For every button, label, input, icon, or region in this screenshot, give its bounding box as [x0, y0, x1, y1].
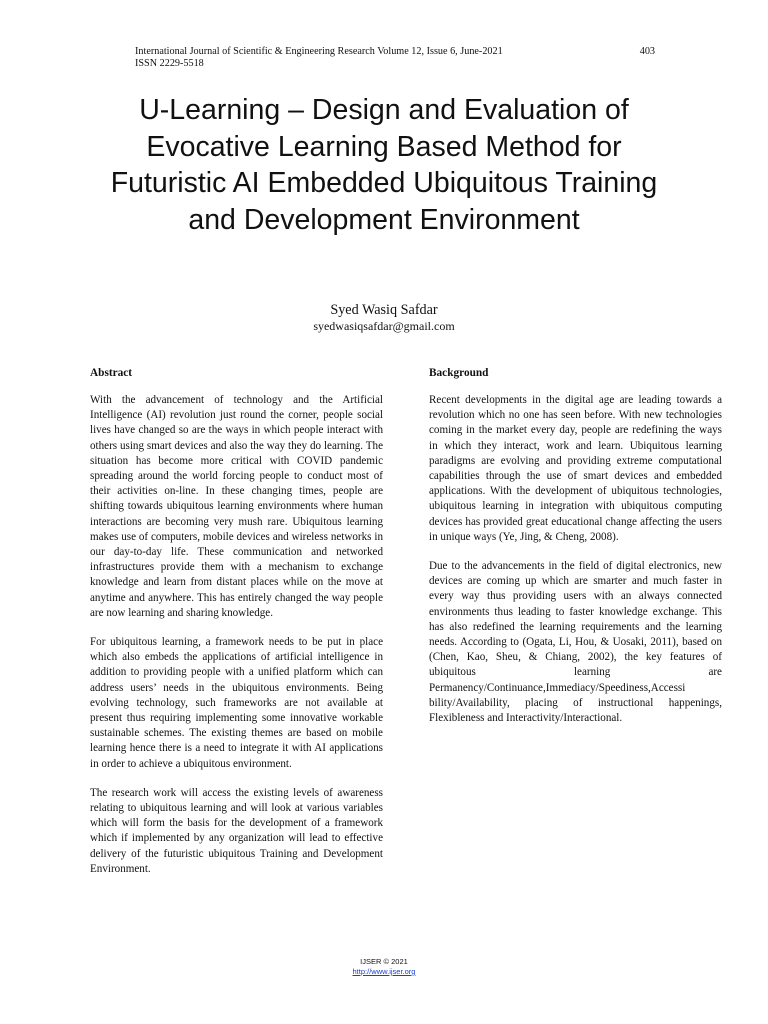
- author-name: Syed Wasiq Safdar: [330, 302, 438, 318]
- abstract-paragraph: The research work will access the existing levels of awareness relating to ubiquitous learning and will look at various variables which will form the basis for the development of a framework which if implemented by any organization will lead to effective delivery of the futuristic ubiquitous Training and Development Environment.: [90, 786, 383, 875]
- abstract-paragraph: For ubiquitous learning, a framework needs to be put in place which also embeds the applications of artificial intelligence in addition to providing people with a unified platform which can address users’ needs in the ubiquitous environments. Being evolving technology, such frameworks are not available at present thus requiring implementing some innovative workable sustainable schemes. The existing themes are based on mobile learning hence there is a need to integrate it with AI applications in order to achieve a ubiquitous environment.: [90, 636, 383, 770]
- background-heading: Background: [429, 367, 489, 379]
- issn: ISSN 2229-5518: [135, 58, 204, 69]
- footer-link[interactable]: http://www.ijser.org: [352, 967, 416, 976]
- author-email: syedwasiqsafdar@gmail.com: [313, 319, 455, 333]
- journal-title: International Journal of Scientific & Engineering Research Volume 12, Issue 6, June-2021: [135, 46, 503, 57]
- background-paragraph: Recent developments in the digital age are leading towards a revolution which no one has seen before. With new technologies coming in the market every day, people are redefining the ways in which they interact, work and learn. Ubiquitous learning paradigms are evolving and providing extreme computational capabilities through the use of smart devices and embedded applications. With the development of ubiquitous technologies, ubiquitous learning in integration with ubiquitous computing devices has provided great educational change affecting the users in unique ways (Ye, Jing, & Cheng, 2008).: [429, 394, 722, 543]
- abstract-paragraph: With the advancement of technology and the Artificial Intelligence (AI) revolution just round the corner, people social lives have changed so are the ways in which people interact with others using smart devices and also the way they do learning. The situation has become more critical with COVID pandemic spreading around the world forcing people to conduct most of their activities on-line. In these changing times, people are shifting towards ubiquitous learning environments where human interactions are becoming very mush rare. Ubiquitous learning makes use of computers, mobile devices and wireless networks in our day-to-day life. These communication and networked infrastructures provide them with a mechanism to exchange knowledge and learn from distant places while on the move at anytime and anywhere. This has entirely changed the way people are now learning and sharing knowledge.: [90, 394, 383, 619]
- page-number: 403: [639, 46, 655, 57]
- background-paragraph: Due to the advancements in the field of digital electronics, new devices are coming up which are smarter and much faster in every way thus providing users with an always connected environments thus leading to faster knowledge exchange. This has also redefined the learning requirements and the learning needs. According to (Ogata, Li, Hou, & Uosaki, 2011), based on (Chen, Kao, Sheu, & Chiang, 2002), the key features of ubiquitous learning are Permanency/Continuance,Immediacy/Speediness,Accessi bility/Availability, placing of instructional happenings, Flexibleness and Interactivity/Interactional.: [429, 560, 722, 725]
- abstract-heading: Abstract: [90, 367, 133, 379]
- paper-title: U-Learning – Design and Evaluation of Evocative Learning Based Method for Futuristic AI Embedded Ubiquitous Training and Development Environment: [110, 94, 658, 236]
- page-footer: [334, 957, 434, 977]
- abstract-column: [90, 366, 383, 891]
- footer-copyright: IJSER © 2021: [360, 957, 408, 966]
- running-header: [135, 46, 655, 70]
- background-column: [429, 366, 722, 740]
